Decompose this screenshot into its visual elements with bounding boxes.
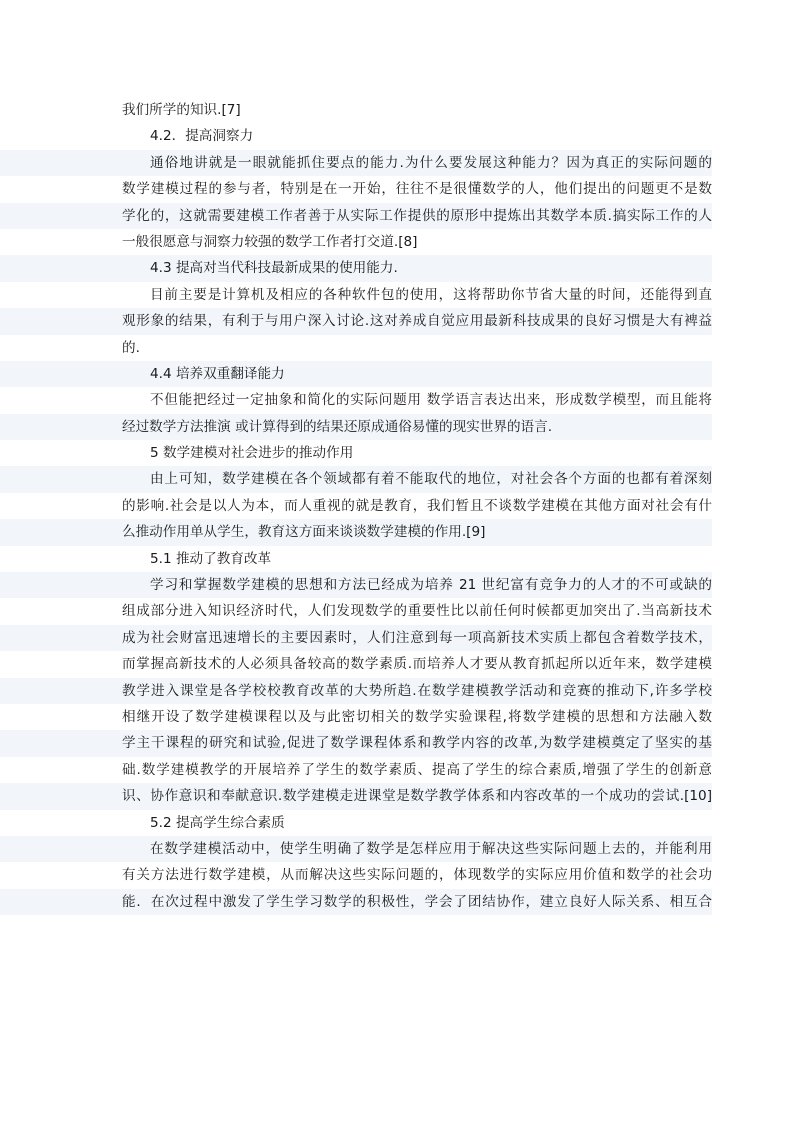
paragraph-start-line: 5 数学建模对社会进步的推动作用 xyxy=(150,445,354,462)
text-line: 的影响.社会是以人为本，而人重视的就是教育，我们暂且不谈数学建模在其他方面对社会有什 xyxy=(122,497,712,514)
paragraph-start-line: 在数学建模活动中，使学生明确了数学是怎样应用于解决这些实际问题上去的，并能利用 xyxy=(0,836,712,862)
paragraph-start-line: 不但能把经过一定抽象和简化的实际问题用 数学语言表达出来，形成数学模型，而且能将 xyxy=(150,392,712,409)
text-line: 识、协作意识和奉献意识.数学建模走进课堂是数学教学体系和内容改革的一个成功的尝试.[10] xyxy=(0,783,712,809)
text-line: 的. xyxy=(122,339,140,356)
text-line: 一般很愿意与洞察力较强的数学工作者打交道.[8] xyxy=(122,233,418,250)
text-line: 组成部分进入知识经济时代，人们发现数学的重要性比以前任何时候都更加突出了.当高新技术 xyxy=(122,603,712,620)
text-line: 数学建模过程的参与者，特别是在一开始，往往不是很懂数学的人，他们提出的问题更不是数 xyxy=(122,181,712,198)
paragraph-start-line: 学习和掌握数学建模的思想和方法已经成为培养 21 世纪富有竞争力的人才的不可或缺的 xyxy=(0,572,712,598)
paragraph-start-line: 由上可知，数学建模在各个领域都有着不能取代的地位，对社会各个方面的也都有着深刻 xyxy=(0,466,712,492)
text-line: 学主干课程的研究和试验,促进了数学课程体系和教学内容的改革,为数学建模奠定了坚实的基 xyxy=(0,730,712,756)
text-line: 而掌握高新技术的人必须具备较高的数学素质.而培养人才要从教育抓起所以近年来，数学建模 xyxy=(122,656,712,673)
text-line: 础.数学建模教学的开展培养了学生的数学素质、提高了学生的综合素质,增强了学生的创新意 xyxy=(122,761,712,778)
paragraph-start-line: 4.3 提高对当代科技最新成果的使用能力. xyxy=(0,255,712,281)
text-line: 我们所学的知识.[7] xyxy=(122,102,241,118)
paragraph-start-line: 通俗地讲就是一眼就能抓住要点的能力.为什么要发展这种能力？因为真正的实际问题的 xyxy=(0,150,712,176)
document-body xyxy=(0,97,794,915)
paragraph-start-line: 5.2 提高学生综合素质 xyxy=(150,814,285,831)
text-line: 成为社会财富迅速增长的主要因素时，人们注意到每一项高新技术实质上都包含着数学技术， xyxy=(0,625,712,651)
text-line: 经过数学方法推演 或计算得到的结果还原成通俗易懂的现实世界的语言. xyxy=(0,414,712,440)
paragraph-start-line: 4.4 培养双重翻译能力 xyxy=(0,361,712,387)
text-line: 有关方法进行数学建模，从而解决这些实际问题的，体现数学的实际应用价值和数学的社会功 xyxy=(122,867,712,884)
text-line: 学化的，这就需要建模工作者善于从实际工作提供的原形中提炼出其数学本质.搞实际工作的人 xyxy=(0,203,712,229)
text-line: 相继开设了数学建模课程以及与此密切相关的数学实验课程,将数学建模的思想和方法融入数 xyxy=(122,708,712,725)
paragraph-start-line: 目前主要是计算机及相应的各种软件包的使用，这将帮助你节省大量的时间，还能得到直 xyxy=(150,286,712,303)
paragraph-start-line: 4.2．提高洞察力 xyxy=(150,128,254,145)
text-line: 教学进入课堂是各学校校教育改革的大势所趋.在数学建模教学活动和竞赛的推动下,许多学校 xyxy=(0,678,712,704)
text-line: 么推动作用单从学生，教育这方面来谈谈数学建模的作用.[9] xyxy=(0,519,712,545)
text-line: 观形象的结果，有利于与用户深入讨论.这对养成自觉应用最新科技成果的良好习惯是大有裨益 xyxy=(0,308,712,334)
paragraph-start-line: 5.1 推动了教育改革 xyxy=(150,550,272,567)
text-line: 能．在次过程中激发了学生学习数学的积极性，学会了团结协作，建立良好人际关系、相互合 xyxy=(0,889,712,915)
